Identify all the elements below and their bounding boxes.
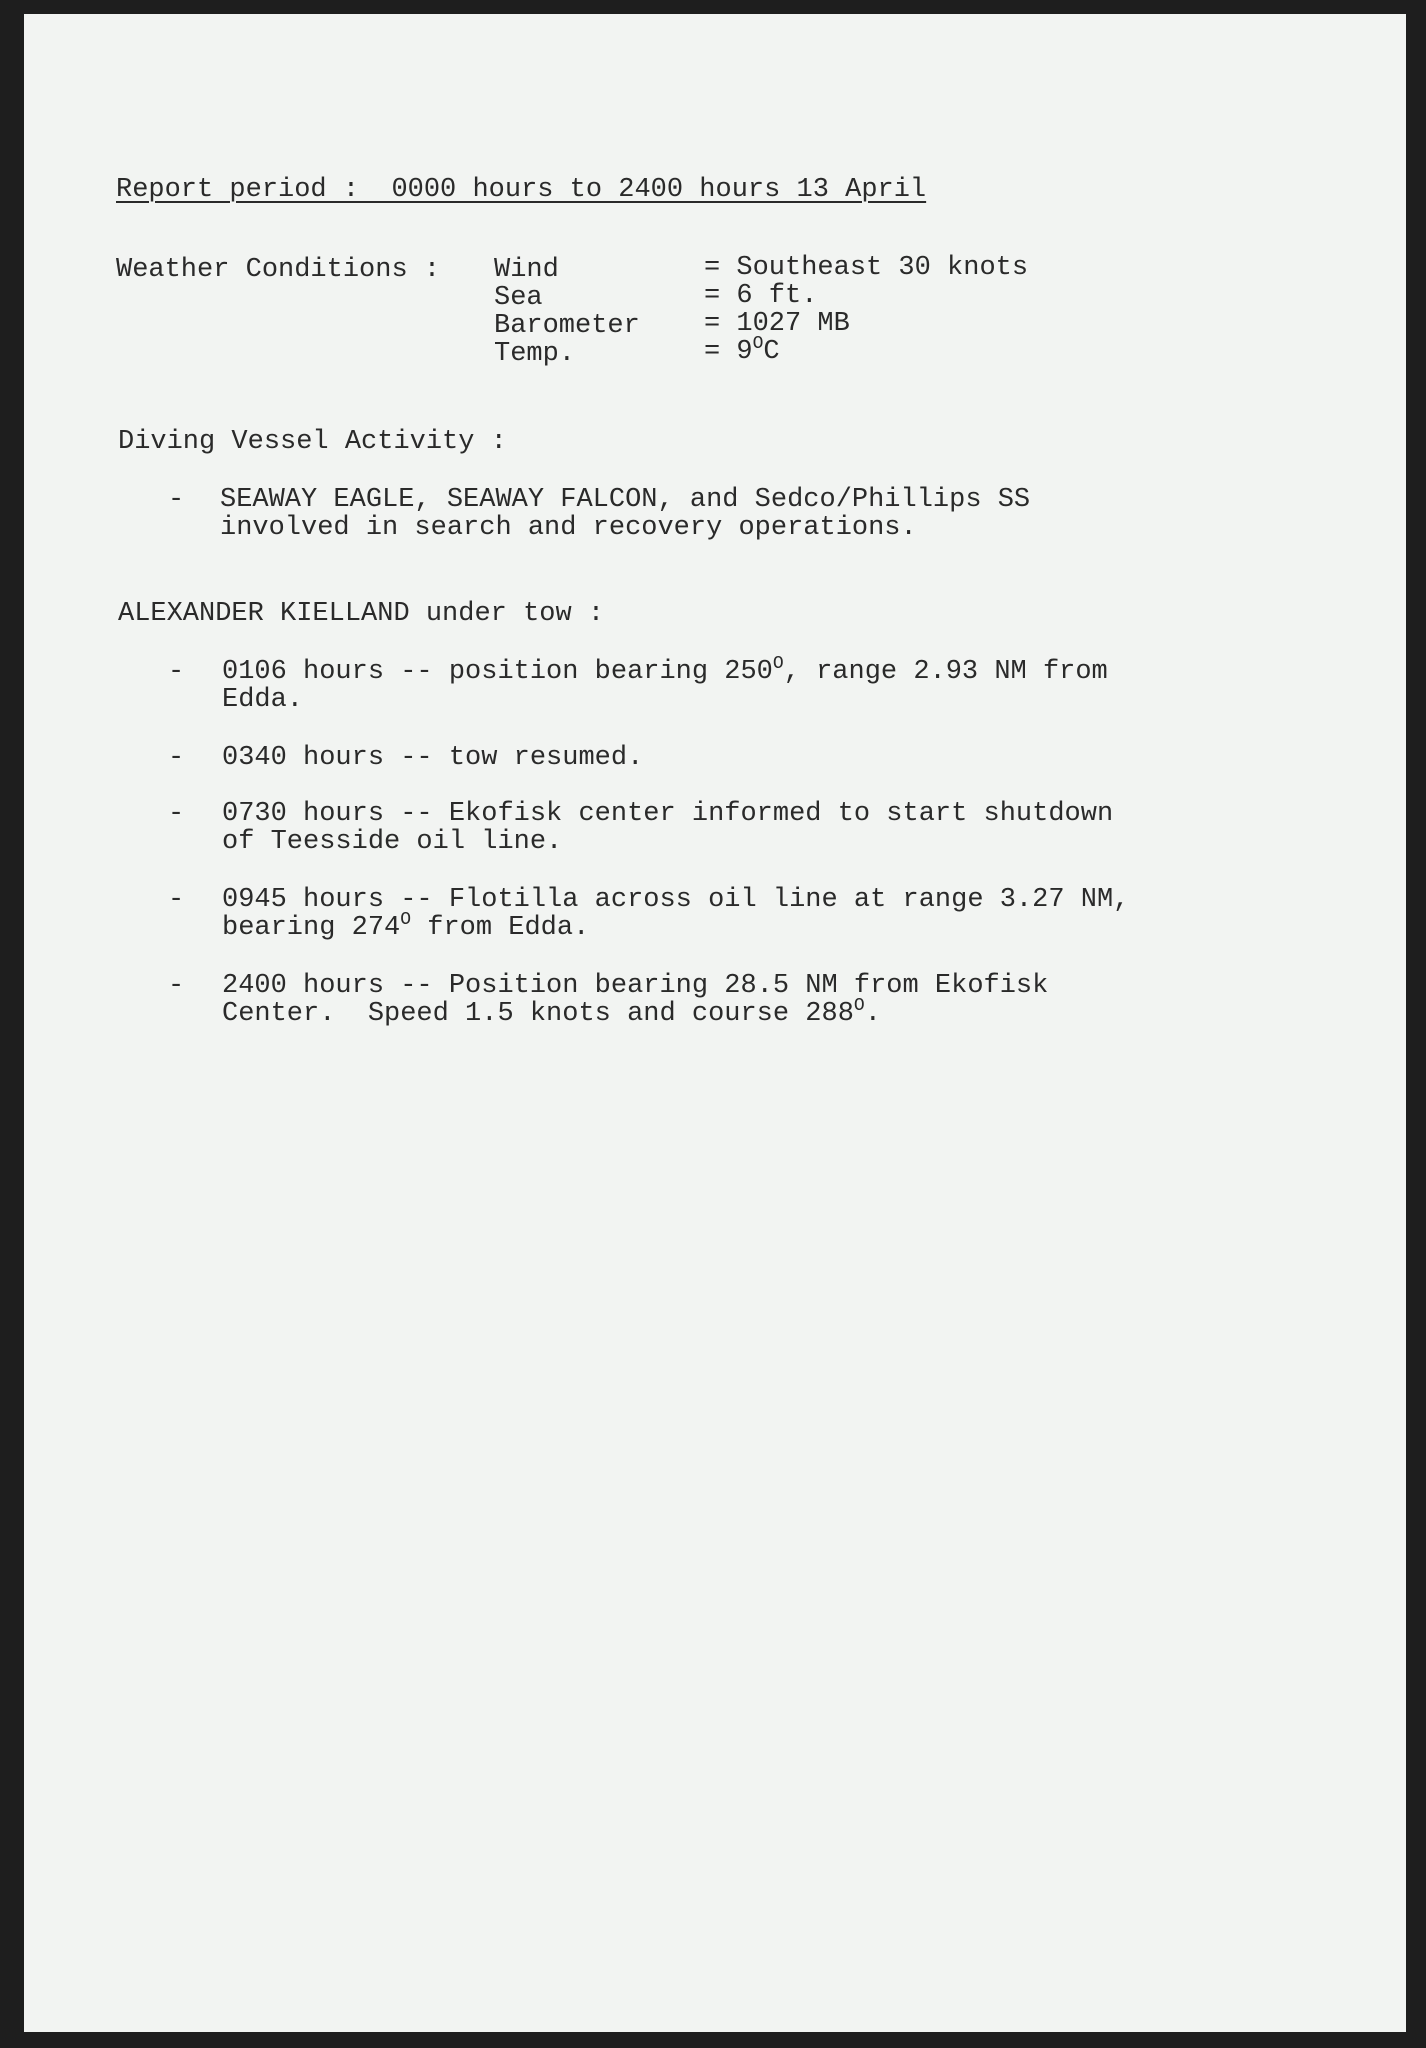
tow-item-0340-dash: - xyxy=(168,743,185,773)
tow-item-0945-dash: - xyxy=(168,885,185,915)
document-page xyxy=(24,14,1406,2032)
weather-label-sea: Sea xyxy=(494,283,543,313)
weather-label-barometer: Barometer xyxy=(494,311,640,341)
tow-item-2400-line2: Center. Speed 1.5 knots and course $288^O$. xyxy=(222,996,881,1029)
tow-item-2400-dash: - xyxy=(168,971,185,1001)
tow-item-2400-line1: 2400 hours -- Position bearing 28.5 NM from Ekofisk xyxy=(222,971,1049,1001)
tow-item-0730-line1: 0730 hours -- Ekofisk center informed to start shutdown xyxy=(222,799,1114,829)
weather-heading: Weather Conditions : xyxy=(116,255,441,285)
tow-item-0340-line1: 0340 hours -- tow resumed. xyxy=(222,743,644,773)
weather-value-temp: = $9^OC$ xyxy=(704,334,780,367)
tow-item-0106-line1: 0106 hours -- position bearing $250^O$, range 2.93 NM from xyxy=(222,654,1108,687)
weather-value-sea: = 6 ft. xyxy=(704,281,818,311)
tow-item-0945-line1: 0945 hours -- Flotilla across oil line at range 3.27 NM, xyxy=(222,885,1130,915)
diving-item-line1: SEAWAY EAGLE, SEAWAY FALCON, and Sedco/Phillips SS xyxy=(220,485,1031,515)
diving-item-line2: involved in search and recovery operations. xyxy=(220,513,917,543)
weather-value-wind: = Southeast 30 knots xyxy=(704,253,1029,283)
diving-heading: Diving Vessel Activity : xyxy=(118,427,507,457)
tow-item-0730-dash: - xyxy=(168,799,185,829)
tow-heading: ALEXANDER KIELLAND under tow : xyxy=(118,599,605,629)
report-period: Report period : 0000 hours to 2400 hours 13 April xyxy=(116,175,927,205)
weather-value-barometer: = 1027 MB xyxy=(704,309,850,339)
tow-item-0945-line2: bearing $274^O$ from Edda. xyxy=(222,910,590,943)
weather-label-temp: Temp. xyxy=(494,339,576,369)
diving-item-dash: - xyxy=(168,485,185,515)
tow-item-0106-line2: Edda. xyxy=(222,685,304,715)
weather-label-wind: Wind xyxy=(494,255,559,285)
tow-item-0106-dash: - xyxy=(168,657,185,687)
tow-item-0730-line2: of Teesside oil line. xyxy=(222,827,563,857)
